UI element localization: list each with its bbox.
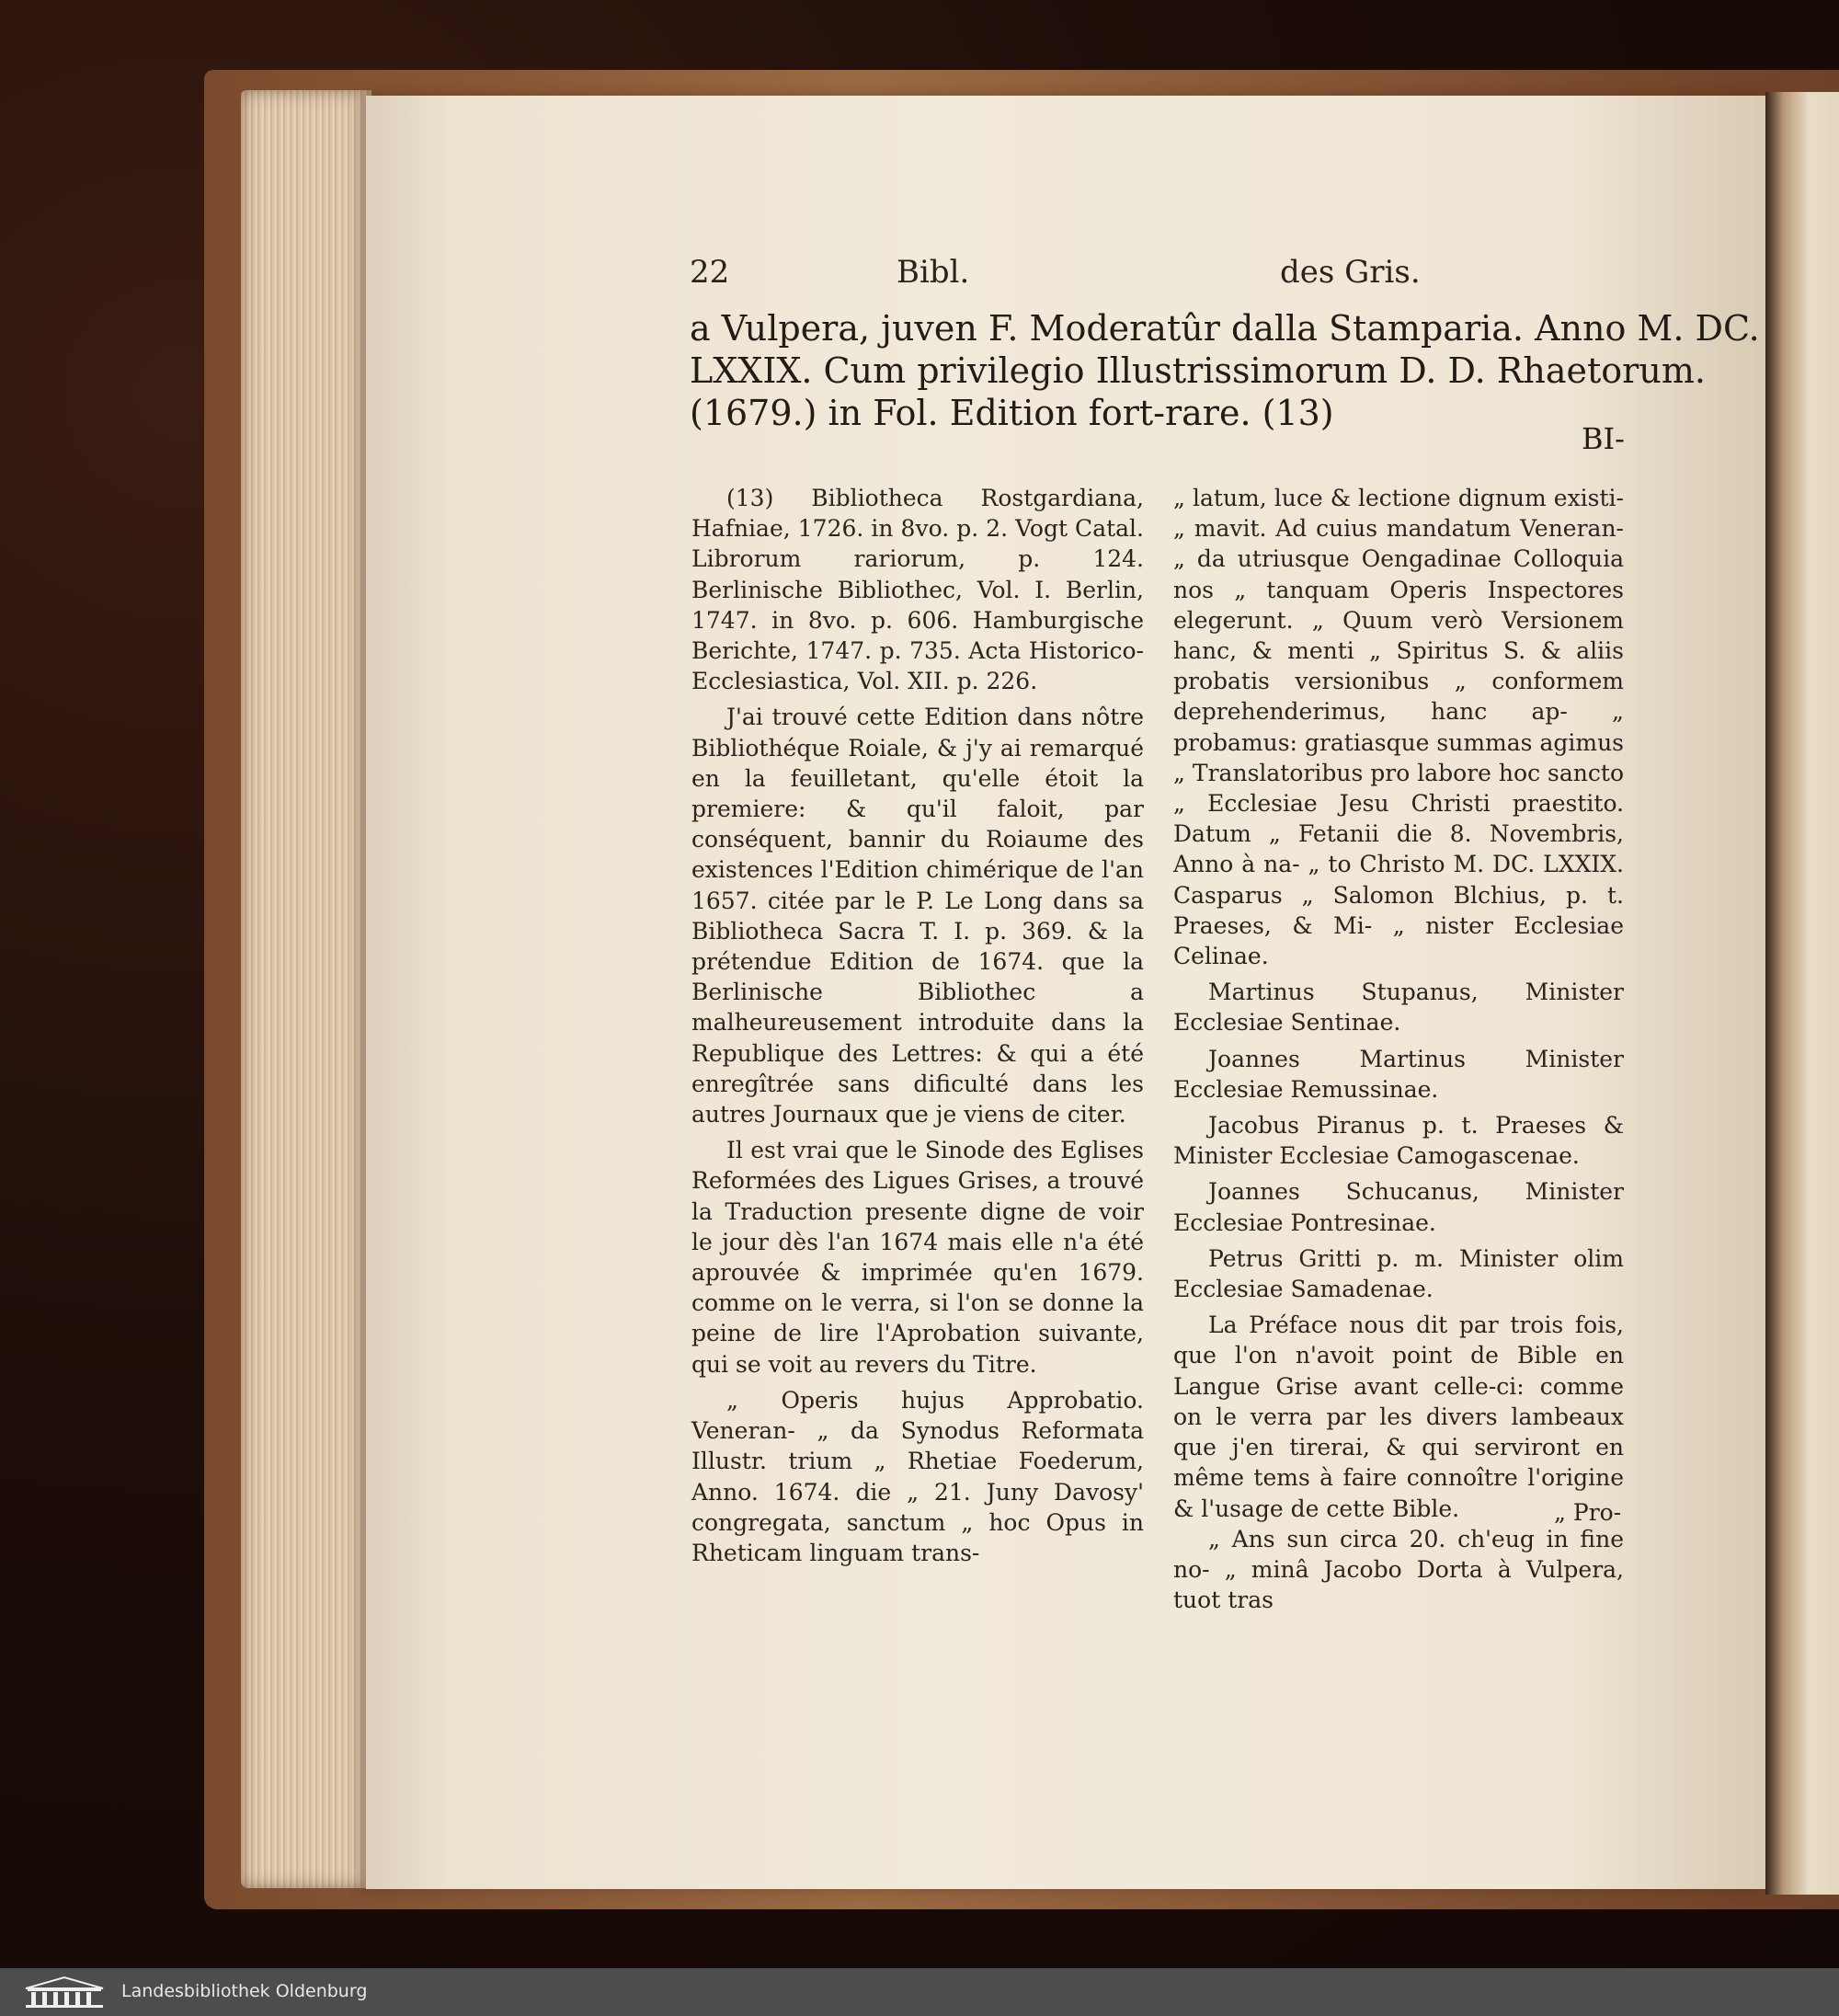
library-name[interactable]: Landesbibliothek Oldenburg xyxy=(121,1981,368,2001)
library-logo-icon xyxy=(18,1974,110,2010)
page-number: 22 xyxy=(690,254,730,291)
signatory: Petrus Gritti p. m. Minister olim Ecclesiae Samadenae. xyxy=(1173,1244,1624,1303)
paragraph: Il est vrai que le Sinode des Eglises Reformées des Ligues Grises, a trouvé la Traduction presente digne de voir le jour dès l'an 1674 mais elle n'a été aprouvée & imprimée qu'en 1679. comme on le verra, si l'on se donne la peine de lire l'Aprobation suivante, qui se voit au revers du Titre. xyxy=(691,1137,1144,1378)
paragraph: La Préface nous dit par trois fois, que l'on n'avoit point de Bible en Langue Grise avant celle-ci: comme on le verra par les divers lambeaux que j'en tirerai, & qui serviront en même tems à faire connoître l'origine & l'usage de cette Bible. xyxy=(1173,1312,1624,1522)
footnote-13: (13) Bibliotheca Rostgardiana, Hafniae, 1726. in 8vo. p. 2. Vogt Catal. Librorum rariorum, p. 124. Berlinische Bibliothec, Vol. I. Berlin, 1747. in 8vo. p. 606. Hamburgische Berichte, 1747. p. 735. Acta Historico-Ecclesiastica, Vol. XII. p. 226. xyxy=(691,485,1144,695)
page-edges xyxy=(241,90,371,1888)
facing-page-edge xyxy=(1765,92,1839,1895)
quotation: „ Ans sun circa 20. ch'eug in fine no- „ minâ Jacobo Dorta à Vulpera, tuot tras xyxy=(1173,1525,1624,1614)
signatory: Joannes Martinus Minister Ecclesiae Remussinae. xyxy=(1173,1045,1624,1103)
quotation: „ latum, luce & lectione dignum existi- „ mavit. Ad cuius mandatum Veneran- „ da utriusque Oengadinae Colloquia nos „ tanquam Operis Inspectores elegerunt. „ Quum verò Versionem hanc, & menti „ Spiritus S. & aliis probatis versionibus „ conformem deprehenderimus, hanc ap- „ probamus: gratiasque summas agimus „ Translatoribus pro labore hoc sancto „ Ecclesiae Jesu Christi praestito. Datum „ Fetanii die 8. Novembris, Anno à na- „ to Christo M. DC. LXXIX. Casparus „ Salomon Blchius, p. t. Praeses, & Mi- „ nister Ecclesiae Celinae. xyxy=(1173,485,1624,970)
left-column xyxy=(691,483,1144,1568)
catchword-bottom: „ Pro- xyxy=(1554,1499,1622,1526)
header-center: Bibl. xyxy=(897,254,970,291)
title-block xyxy=(690,307,1760,434)
signatory: Jacobus Piranus p. t. Praeses & Minister Ecclesiae Camogascenae. xyxy=(1173,1112,1624,1170)
signatory: Martinus Stupanus, Minister Ecclesiae Sentinae. xyxy=(1173,979,1624,1037)
title-line: LXXIX. Cum privilegio Illustrissimorum D. D. Rhaetorum. xyxy=(690,350,1706,391)
right-column xyxy=(1173,483,1624,1615)
running-header xyxy=(690,254,1618,291)
paragraph: J'ai trouvé cette Edition dans nôtre Bibliothéque Roiale, & j'y ai remarqué en la feuilletant, qu'elle étoit la premiere: & qu'il faloit, par conséquent, bannir du Roiaume des existences l'Edition chimérique de l'an 1657. citée par le P. Le Long dans sa Bibliotheca Sacra T. I. p. 369. & la prétendue Edition de 1674. que la Berlinische Bibliothec a malheureusement introduite dans la Republique des Lettres: & qui a été enregîtrée sans dificulté dans les autres Journaux que je viens de citer. xyxy=(691,704,1144,1128)
title-line: (1679.) in Fol. Edition fort-rare. (13) xyxy=(690,393,1334,433)
title-line: a Vulpera, juven F. Moderatûr dalla Stamparia. Anno M. DC. xyxy=(690,308,1760,349)
quotation: „ Operis hujus Approbatio. Veneran- „ da Synodus Reformata Illustr. trium „ Rhetiae Foederum, Anno. 1674. die „ 21. Juny Davosy' congregata, sanctum „ hoc Opus in Rheticam linguam trans- xyxy=(691,1386,1144,1566)
catchword-top: BI- xyxy=(1582,421,1625,456)
header-right: des Gris. xyxy=(1280,254,1421,291)
signatory: Joannes Schucanus, Minister Ecclesiae Pontresinae. xyxy=(1173,1178,1624,1236)
